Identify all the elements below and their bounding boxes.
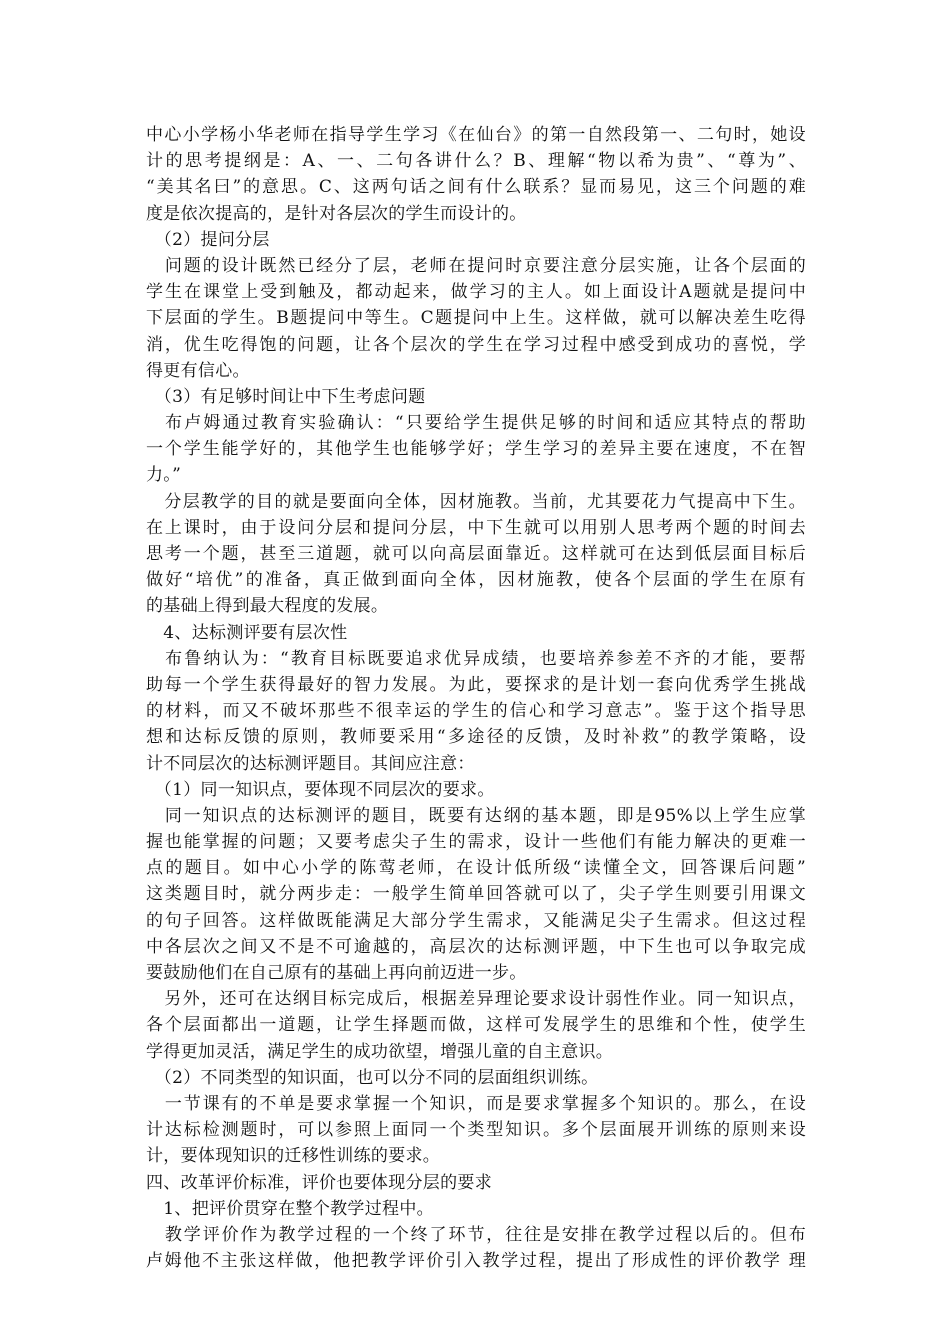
text-line: 消，优生吃得饱的问题，让各个层次的学生在学习过程中感受到成功的喜悦，学: [146, 334, 806, 355]
text-line: 一节课有的不单是要求掌握一个知识，而是要求掌握多个知识的。那么，在设: [146, 1093, 806, 1114]
text-line: 助每一个学生获得最好的智力发展。为此，要探求的是计划一套向优秀学生挑战: [146, 674, 806, 695]
text-line: 1、把评价贯穿在整个教学过程中。: [146, 1198, 434, 1219]
text-line: （2）提问分层: [146, 229, 270, 250]
text-line: 一个学生能学好的，其他学生也能够学好；学生学习的差异主要在速度，不在智: [146, 439, 806, 460]
text-line: 四、改革评价标准，评价也要体现分层的要求: [146, 1172, 492, 1193]
document-body: [146, 122, 806, 1274]
text-line: 下层面的学生。B题提问中等生。C题提问中上生。这样做，就可以解决差生吃得: [146, 308, 806, 329]
text-line: 另外，还可在达纲目标完成后，根据差异理论要求设计弱性作业。同一知识点，: [146, 989, 806, 1010]
text-line: 点的题目。如中心小学的陈莺老师，在设计低所级“读懂全文，回答课后问题”: [146, 858, 806, 879]
text-line: 布鲁纳认为：“教育目标既要追求优异成绩，也要培养参差不齐的才能，要帮: [146, 648, 806, 669]
text-line: 4、达标测评要有层次性: [146, 622, 348, 643]
text-line: （3）有足够时间让中下生考虑问题: [146, 386, 426, 407]
text-line: 的材料，而又不破坏那些不很幸运的学生的信心和学习意志”。鉴于这个指导思: [146, 701, 806, 722]
text-line: “美其名曰”的意思。C、这两句话之间有什么联系？显而易见，这三个问题的难: [146, 177, 806, 198]
text-line: 问题的设计既然已经分了层，老师在提问时京要注意分层实施，让各个层面的: [146, 255, 806, 276]
text-line: 计，要体现知识的迁移性训练的要求。: [146, 1146, 441, 1167]
text-line: （1）同一知识点，要体现不同层次的要求。: [146, 779, 495, 800]
text-line: 教学评价作为教学过程的一个终了环节，往往是安排在教学过程以后的。但布: [146, 1224, 806, 1245]
text-line: 学得更加灵活，满足学生的成功欲望，增强儿童的自主意识。: [146, 1041, 614, 1062]
text-line: 布卢姆通过教育实验确认：“只要给学生提供足够的时间和适应其特点的帮助: [146, 413, 806, 434]
text-line: 握也能掌握的问题；又要考虑尖子生的需求，设计一些他们有能力解决的更难一: [146, 832, 806, 853]
text-line: 思考一个题，甚至三道题，就可以向高层面靠近。这样就可在达到低层面目标后: [146, 544, 806, 564]
text-line: 计不同层次的达标测评题目。其间应注意：: [146, 753, 475, 774]
text-line: 要鼓励他们在自己原有的基础上再向前迈进一步。: [146, 963, 527, 983]
text-line: 同一知识点的达标测评的题目，既要有达纲的基本题，即是95%以上学生应掌: [146, 805, 806, 826]
text-line: 度是依次提高的，是针对各层次的学生而设计的。: [146, 203, 527, 224]
text-line: 力。”: [146, 465, 182, 486]
text-line: 学生在课堂上受到触及，都动起来，做学习的主人。如上面设计A题就是提问中: [146, 282, 806, 303]
text-line: 这类题目时，就分两步走：一般学生简单回答就可以了，尖子学生则要引用课文: [146, 884, 806, 905]
text-line: 计的思考提纲是：A、一、二句各讲什么？B、理解“物以希为贵”、“尊为”、: [146, 151, 806, 172]
text-line: 中心小学杨小华老师在指导学生学习《在仙台》的第一自然段第一、二句时，她设: [146, 125, 806, 145]
text-line: 分层教学的目的就是要面向全体，因材施教。当前，尤其要花力气提高中下生。: [146, 491, 806, 512]
text-line: 的句子回答。这样做既能满足大部分学生需求，又能满足尖子生需求。但这过程: [146, 910, 806, 931]
text-line: （2）不同类型的知识面，也可以分不同的层面组织训练。: [146, 1067, 599, 1088]
text-line: 卢姆他不主张这样做，他把教学评价引入教学过程，提出了形成性的评价教学 理: [146, 1251, 806, 1272]
text-line: 得更有信心。: [146, 360, 250, 381]
text-line: 计达标检测题时，可以参照上面同一个类型知识。多个层面展开训练的原则来设: [146, 1120, 806, 1141]
text-line: 想和达标反馈的原则，教师要采用“多途径的反馈，及时补救”的教学策略，设: [146, 727, 806, 748]
text-line: 做好“培优”的准备，真正做到面向全体，因材施教，使各个层面的学生在原有: [146, 570, 806, 591]
text-line: 各个层面都出一道题，让学生择题而做，这样可发展学生的思维和个性，使学生: [146, 1015, 806, 1036]
text-line: 在上课时，由于设问分层和提问分层，中下生就可以用别人思考两个题的时间去: [146, 517, 806, 538]
text-line: 中各层次之间又不是不可逾越的，高层次的达标测评题，中下生也可以争取完成: [146, 936, 806, 957]
text-line: 的基础上得到最大程度的发展。: [146, 596, 389, 617]
